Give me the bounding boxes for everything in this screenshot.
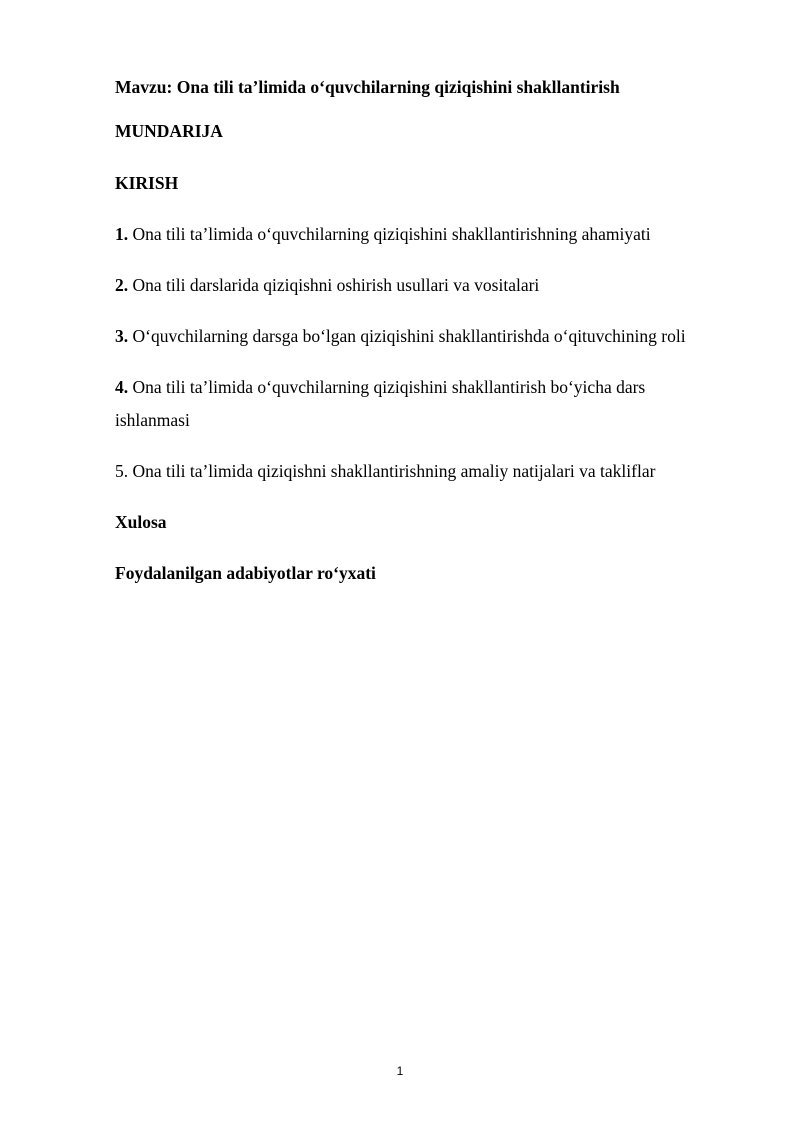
- toc-item-number: 1.: [115, 224, 129, 244]
- conclusion-heading: Xulosa: [115, 512, 167, 532]
- toc-item-4: [115, 371, 645, 404]
- toc-item-text: O‘quvchilarning darsga bo‘lgan qiziqishini shakllantirishda o‘qituvchining roli: [128, 326, 686, 346]
- page-number: 1: [396, 1064, 404, 1078]
- contents-heading: MUNDARIJA: [115, 121, 223, 141]
- toc-item-number: 2.: [115, 275, 129, 295]
- document-title: Mavzu: Ona tili ta’limida o‘quvchilarning qiziqishini shakllantirish: [115, 77, 620, 97]
- toc-item-text: Ona tili ta’limida o‘quvchilarning qiziqishini shakllantirishning ahamiyati: [128, 224, 651, 244]
- toc-item-4-continued: ishlanmasi: [115, 410, 190, 430]
- toc-item-5: [115, 455, 655, 488]
- intro-heading: KIRISH: [115, 173, 179, 193]
- references-heading: Foydalanilgan adabiyotlar ro‘yxati: [115, 563, 376, 583]
- toc-item-text: 5. Ona tili ta’limida qiziqishni shakllantirishning amaliy natijalari va takliflar: [115, 461, 656, 481]
- toc-item-number: 3.: [115, 326, 129, 346]
- toc-item-text: Ona tili ta’limida o‘quvchilarning qiziqishini shakllantirish bo‘yicha dars: [128, 377, 646, 397]
- toc-item-text: Ona tili darslarida qiziqishni oshirish usullari va vositalari: [128, 275, 540, 295]
- toc-item-2: [115, 269, 539, 302]
- toc-item-1: [115, 218, 651, 251]
- toc-item-3: [115, 320, 686, 353]
- toc-item-number: 4.: [115, 377, 129, 397]
